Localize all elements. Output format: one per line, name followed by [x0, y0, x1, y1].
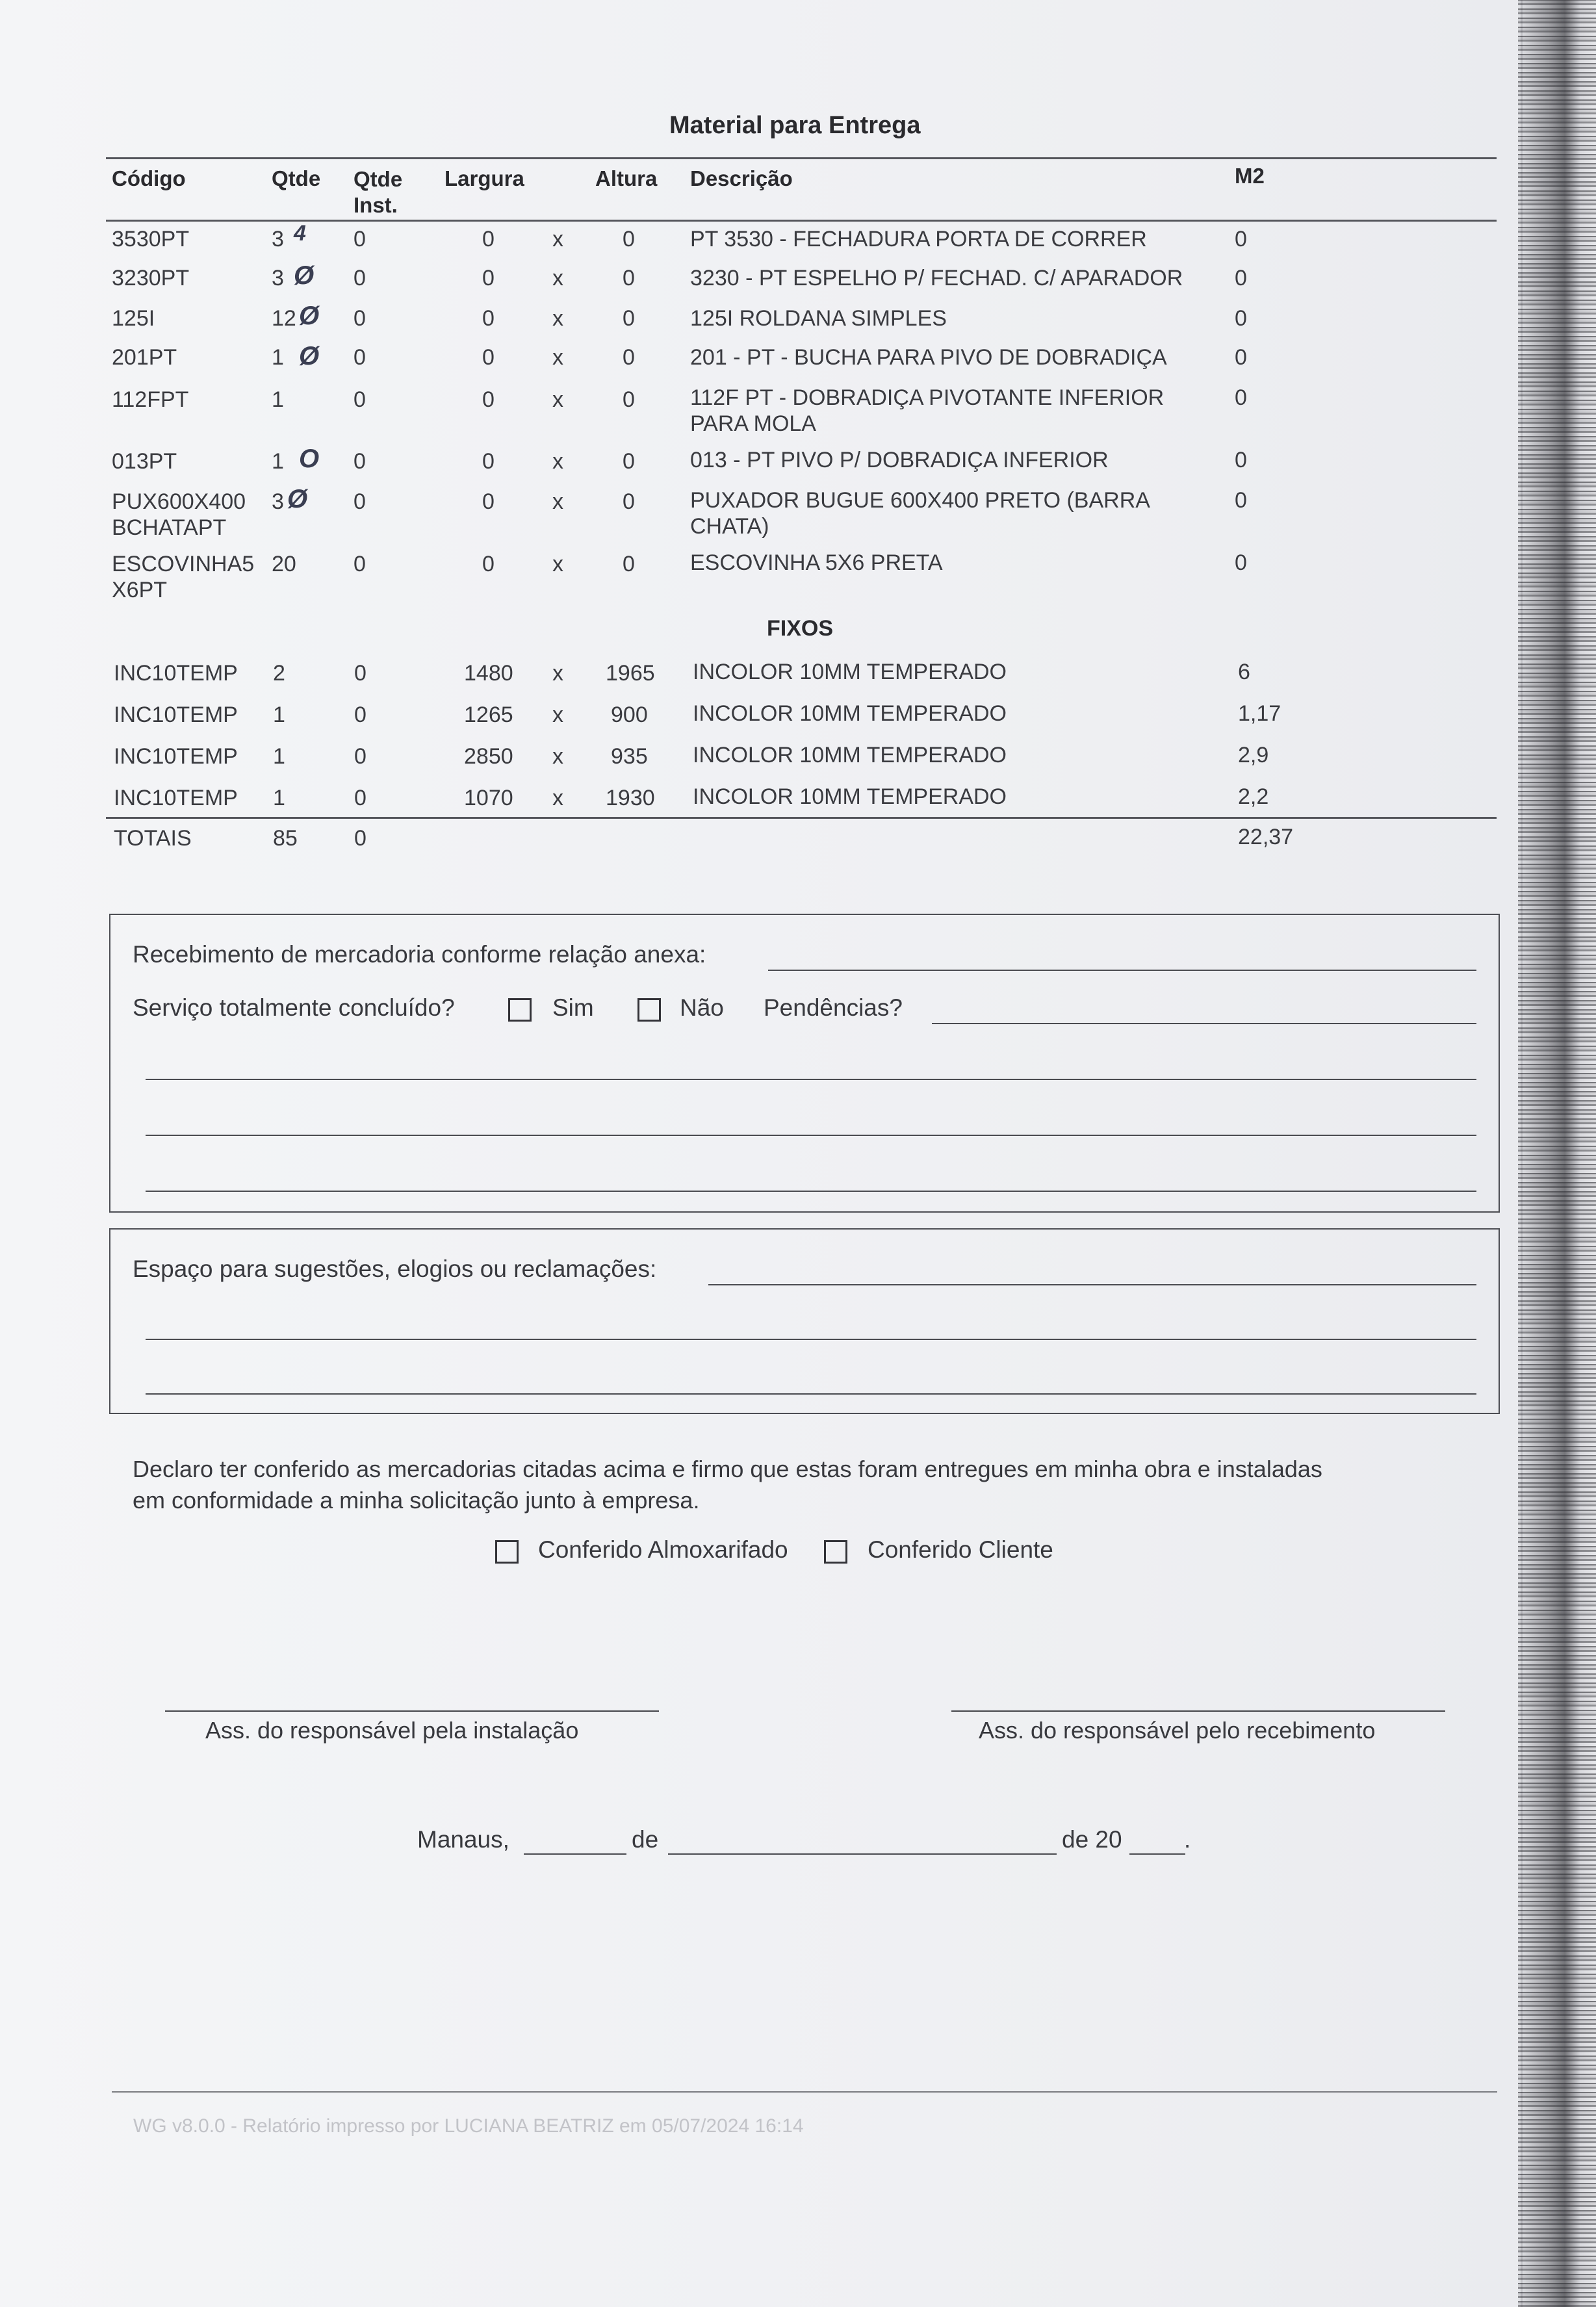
row-2-qtde: 12 [272, 306, 296, 331]
handwritten-mark-qtde-6: Ø [287, 485, 308, 513]
conferido-almoxarifado-label: Conferido Almoxarifado [538, 1536, 788, 1563]
row-0-inst: 0 [354, 227, 366, 251]
row-4-descricao: 112F PT - DOBRADIÇA PIVOTANTE INFERIOR PARA MOLA [690, 385, 1165, 436]
pendencias-line-4[interactable] [146, 1191, 1476, 1192]
row-2-inst: 0 [354, 306, 366, 331]
nao-checkbox[interactable] [637, 998, 661, 1022]
pendencias-label: Pendências? [764, 994, 903, 1021]
row-4-m2: 0 [1235, 385, 1247, 410]
col-header-qtde-inst: Qtde Inst. [354, 167, 403, 217]
row-7-codigo: ESCOVINHA5 X6PT [112, 552, 255, 602]
row-6-altura: 0 [623, 489, 635, 514]
row-3-m2: 0 [1235, 345, 1247, 370]
fixo-0-qtde: 2 [273, 661, 285, 686]
row-5-descricao: 013 - PT PIVO P/ DOBRADIÇA INFERIOR [690, 448, 1109, 472]
col-header-largura: Largura [444, 166, 524, 190]
date-day-line[interactable] [524, 1853, 626, 1855]
handwritten-mark-qtde-1: Ø [294, 261, 315, 290]
totais-m2: 22,37 [1238, 825, 1294, 849]
signature-label-instalacao: Ass. do responsável pela instalação [205, 1717, 579, 1744]
fixo-2-x: x [552, 744, 563, 769]
row-6-codigo: PUX600X400 BCHATAPT [112, 489, 246, 540]
pendencias-line-3[interactable] [146, 1135, 1476, 1136]
fixo-1-qtde: 1 [273, 702, 285, 727]
row-5-altura: 0 [623, 449, 635, 474]
row-1-x: x [552, 266, 563, 290]
fixo-3-largura: 1070 [464, 786, 513, 810]
fixo-2-qtde: 1 [273, 744, 285, 769]
row-6-descricao: PUXADOR BUGUE 600X400 PRETO (BARRA CHATA) [690, 488, 1150, 539]
row-5-codigo: 013PT [112, 449, 177, 474]
row-6-inst: 0 [354, 489, 366, 514]
row-2-descricao: 125I ROLDANA SIMPLES [690, 306, 947, 331]
row-0-m2: 0 [1235, 227, 1247, 251]
row-1-inst: 0 [354, 266, 366, 290]
header-bottom-rule [106, 220, 1497, 222]
row-4-codigo: 112FPT [112, 387, 189, 412]
signature-line-recebimento[interactable] [951, 1710, 1445, 1712]
row-3-codigo: 201PT [112, 345, 177, 370]
declaracao-line-2: em conformidade a minha solicitação junto à empresa. [133, 1487, 700, 1514]
row-2-largura: 0 [482, 306, 495, 331]
footer-print-info: WG v8.0.0 - Relatório impresso por LUCIANA BEATRIZ em 05/07/2024 16:14 [133, 2115, 804, 2137]
col-header-altura: Altura [595, 166, 658, 190]
fixo-1-codigo: INC10TEMP [114, 702, 238, 727]
footer-rule [112, 2091, 1497, 2093]
row-6-x: x [552, 489, 563, 514]
date-de-20: de 20 [1062, 1826, 1122, 1853]
row-3-largura: 0 [482, 345, 495, 370]
date-city: Manaus, [417, 1826, 509, 1853]
row-7-inst: 0 [354, 552, 366, 576]
declaracao-line-1: Declaro ter conferido as mercadorias citadas acima e firmo que estas foram entregues em minha obra e instaladas [133, 1456, 1322, 1482]
row-0-largura: 0 [482, 227, 495, 251]
fixo-0-codigo: INC10TEMP [114, 661, 238, 686]
fixo-3-inst: 0 [354, 786, 367, 810]
totals-rule [106, 817, 1497, 819]
signature-label-recebimento: Ass. do responsável pelo recebimento [979, 1717, 1376, 1744]
fixo-1-inst: 0 [354, 702, 367, 727]
totais-inst: 0 [354, 826, 367, 851]
fixo-1-descricao: INCOLOR 10MM TEMPERADO [693, 701, 1007, 726]
fixo-3-codigo: INC10TEMP [114, 786, 238, 810]
conferido-almoxarifado-checkbox[interactable] [495, 1540, 519, 1564]
row-4-inst: 0 [354, 387, 366, 412]
totais-label: TOTAIS [114, 826, 192, 851]
scanner-noise-strip [1518, 0, 1596, 2307]
fixo-0-altura: 1965 [606, 661, 655, 686]
row-5-inst: 0 [354, 449, 366, 474]
row-5-x: x [552, 449, 563, 474]
date-month-line[interactable] [668, 1853, 1057, 1855]
row-2-altura: 0 [623, 306, 635, 331]
fixo-0-inst: 0 [354, 661, 367, 686]
row-7-qtde: 20 [272, 552, 296, 576]
row-6-largura: 0 [482, 489, 495, 514]
row-2-codigo: 125I [112, 306, 155, 331]
fixo-0-descricao: INCOLOR 10MM TEMPERADO [693, 660, 1007, 684]
sugestoes-fill-line[interactable] [708, 1284, 1476, 1285]
row-4-largura: 0 [482, 387, 495, 412]
fixo-1-m2: 1,17 [1238, 701, 1281, 726]
row-0-codigo: 3530PT [112, 227, 190, 251]
fixo-1-altura: 900 [611, 702, 648, 727]
fixo-0-m2: 6 [1238, 660, 1250, 684]
row-3-inst: 0 [354, 345, 366, 370]
fixo-2-largura: 2850 [464, 744, 513, 769]
col-header-codigo: Código [112, 166, 186, 190]
fixo-1-largura: 1265 [464, 702, 513, 727]
fixo-3-qtde: 1 [273, 786, 285, 810]
row-1-altura: 0 [623, 266, 635, 290]
fixo-3-descricao: INCOLOR 10MM TEMPERADO [693, 784, 1007, 809]
sugestoes-label: Espaço para sugestões, elogios ou reclamações: [133, 1256, 657, 1282]
row-6-qtde: 3 [272, 489, 284, 514]
document-title: Material para Entrega [669, 112, 921, 139]
pendencias-fill-line[interactable] [932, 1023, 1476, 1024]
row-7-descricao: ESCOVINHA 5X6 PRETA [690, 550, 943, 575]
date-period: . [1184, 1826, 1191, 1853]
row-7-x: x [552, 552, 563, 576]
row-7-largura: 0 [482, 552, 495, 576]
row-1-largura: 0 [482, 266, 495, 290]
nao-label: Não [680, 994, 724, 1021]
fixo-2-inst: 0 [354, 744, 367, 769]
fixo-3-altura: 1930 [606, 786, 655, 810]
row-4-altura: 0 [623, 387, 635, 412]
conferido-cliente-label: Conferido Cliente [868, 1536, 1053, 1563]
fixo-3-m2: 2,2 [1238, 784, 1269, 809]
date-year-line[interactable] [1129, 1853, 1185, 1855]
servico-concluido-label: Serviço totalmente concluído? [133, 994, 455, 1021]
row-3-altura: 0 [623, 345, 635, 370]
date-de-1: de [632, 1826, 659, 1853]
header-top-rule [106, 157, 1497, 159]
row-3-x: x [552, 345, 563, 370]
sim-label: Sim [552, 994, 594, 1021]
sim-checkbox[interactable] [508, 998, 532, 1022]
row-2-m2: 0 [1235, 306, 1247, 331]
row-0-x: x [552, 227, 563, 251]
pendencias-line-2[interactable] [146, 1079, 1476, 1080]
row-1-descricao: 3230 - PT ESPELHO P/ FECHAD. C/ APARADOR [690, 266, 1183, 290]
fixo-2-altura: 935 [611, 744, 648, 769]
col-header-qtde: Qtde [272, 166, 321, 190]
row-0-altura: 0 [623, 227, 635, 251]
fixo-2-codigo: INC10TEMP [114, 744, 238, 769]
row-5-m2: 0 [1235, 448, 1247, 472]
col-header-m2: M2 [1235, 164, 1265, 188]
fixo-2-descricao: INCOLOR 10MM TEMPERADO [693, 743, 1007, 767]
fixo-0-x: x [552, 661, 563, 686]
row-3-descricao: 201 - PT - BUCHA PARA PIVO DE DOBRADIÇA [690, 345, 1167, 370]
handwritten-mark-qtde-0: 4 [294, 221, 306, 246]
fixo-0-largura: 1480 [464, 661, 513, 686]
handwritten-mark-qtde-2: Ø [299, 302, 320, 330]
row-7-m2: 0 [1235, 550, 1247, 575]
sugestoes-line-2[interactable] [146, 1339, 1476, 1340]
fixo-2-m2: 2,9 [1238, 743, 1269, 767]
row-1-codigo: 3230PT [112, 266, 190, 290]
totais-qtde: 85 [273, 826, 298, 851]
row-7-altura: 0 [623, 552, 635, 576]
col-header-descricao: Descrição [690, 166, 793, 190]
conferido-cliente-checkbox[interactable] [824, 1540, 847, 1564]
row-2-x: x [552, 306, 563, 331]
handwritten-mark-qtde-3: Ø [299, 342, 320, 370]
recebimento-fill-line[interactable] [768, 970, 1476, 971]
row-1-qtde: 3 [272, 266, 284, 290]
fixos-section-title: FIXOS [767, 616, 834, 641]
row-0-qtde: 3 [272, 227, 284, 251]
recebimento-label: Recebimento de mercadoria conforme relação anexa: [133, 941, 706, 968]
row-6-m2: 0 [1235, 488, 1247, 513]
fixo-1-x: x [552, 702, 563, 727]
fixo-3-x: x [552, 786, 563, 810]
row-4-x: x [552, 387, 563, 412]
row-0-descricao: PT 3530 - FECHADURA PORTA DE CORRER [690, 227, 1147, 251]
row-1-m2: 0 [1235, 266, 1247, 290]
sugestoes-line-3[interactable] [146, 1393, 1476, 1395]
handwritten-mark-qtde-5: O [299, 445, 320, 473]
row-3-qtde: 1 [272, 345, 284, 370]
row-5-largura: 0 [482, 449, 495, 474]
row-5-qtde: 1 [272, 449, 284, 474]
row-4-qtde: 1 [272, 387, 284, 412]
signature-line-instalacao[interactable] [165, 1710, 659, 1712]
